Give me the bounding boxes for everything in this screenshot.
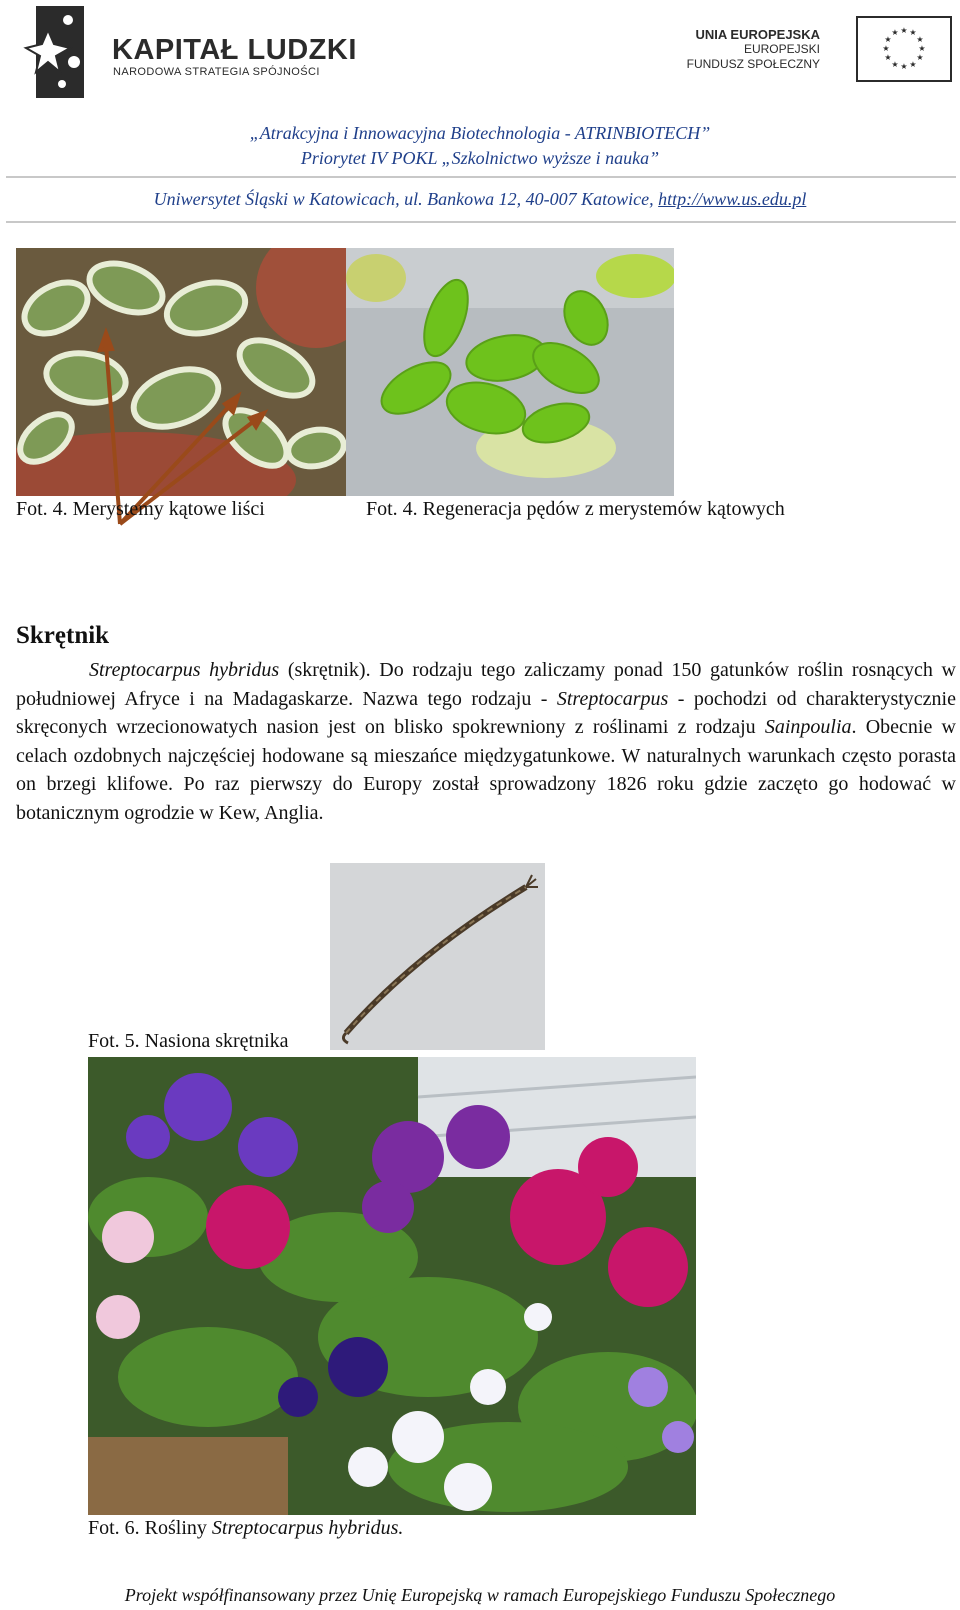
address-text: Uniwersytet Śląski w Katowicach, ul. Bankowa 12, 40-007 Katowice, <box>153 189 659 209</box>
streptocarpus-plants-photo <box>88 1057 696 1515</box>
cofinancing-footer: Projekt współfinansowany przez Unię Europejską w ramach Europejskiego Funduszu Społecznego <box>124 1585 836 1605</box>
svg-text:★: ★ <box>882 44 890 53</box>
svg-text:★: ★ <box>884 35 892 44</box>
eu-line-2: EUROPEJSKI <box>743 42 820 56</box>
svg-text:★: ★ <box>891 28 899 37</box>
seed-photo <box>330 863 545 1050</box>
svg-text:★: ★ <box>916 35 924 44</box>
logo-brand-text: KAPITAŁ LUDZKI <box>112 34 357 66</box>
svg-text:★: ★ <box>891 60 899 69</box>
eu-line-1: UNIA EUROPEJSKA <box>695 27 820 42</box>
figure-4a-caption: Fot. 4. Merystemy kątowe liści <box>16 498 265 520</box>
logo-subtitle-text: NARODOWA STRATEGIA SPÓJNOŚCI <box>113 66 320 78</box>
section-paragraph <box>16 656 956 827</box>
paragraph-text-1: (skrętnik). Do rodzaju tego zaliczamy ponad 150 gatunków roślin rosnących w południowej Afryce i na Madagaskarze. Nazwa tego rodzaju - <box>16 659 957 710</box>
svg-text:★: ★ <box>909 60 917 69</box>
paragraph-text-3: . Obecnie w celach ozdobnych najczęściej hodowane są mieszańce międzygatunkowe. W naturalnych warunkach często porasta on brzegi klifowe. Po raz pierwszy do Europy został sprowadzony 1826 roku gdzie zaczęto go hodować w botanicznym ogrodzie w Kew, Anglia. <box>16 716 956 824</box>
project-name: „Atrakcyjna i Innowacyjna Biotechnologia - ATRINBIOTECH” <box>249 123 711 143</box>
figure-6-caption-prefix: Fot. 6. Rośliny <box>88 1517 212 1539</box>
genus-name: Streptocarpus <box>556 687 669 710</box>
svg-text:★: ★ <box>884 53 892 62</box>
svg-text:★: ★ <box>909 28 917 37</box>
figure-4b-caption: Fot. 4. Regeneracja pędów z merystemów kątowych <box>366 498 785 520</box>
university-link[interactable]: http://www.us.edu.pl <box>658 189 807 209</box>
svg-text:★: ★ <box>900 26 908 35</box>
project-priority: Priorytet IV POKL „Szkolnictwo wyższe i nauka” <box>300 148 660 168</box>
related-genus-name: Sainpoulia <box>764 716 852 738</box>
figure-6-caption <box>88 1517 403 1540</box>
eu-line-3: FUNDUSZ SPOŁECZNY <box>686 57 820 71</box>
species-name: Streptocarpus hybridus <box>89 659 280 681</box>
paragraph-text-2: - pochodzi od charakterystycznie skręconych wrzecionowatych nasion jest on blisko spokrewniony z roślinami z rodzaju <box>16 687 956 738</box>
svg-text:★: ★ <box>916 53 924 62</box>
figure-5-caption: Fot. 5. Nasiona skrętnika <box>88 1030 289 1052</box>
figure-6-caption-species: Streptocarpus hybridus. <box>211 1517 404 1539</box>
svg-text:★: ★ <box>900 62 908 71</box>
meristem-arrows <box>0 0 960 560</box>
section-title: Skrętnik <box>16 622 110 649</box>
svg-text:★: ★ <box>918 44 926 53</box>
